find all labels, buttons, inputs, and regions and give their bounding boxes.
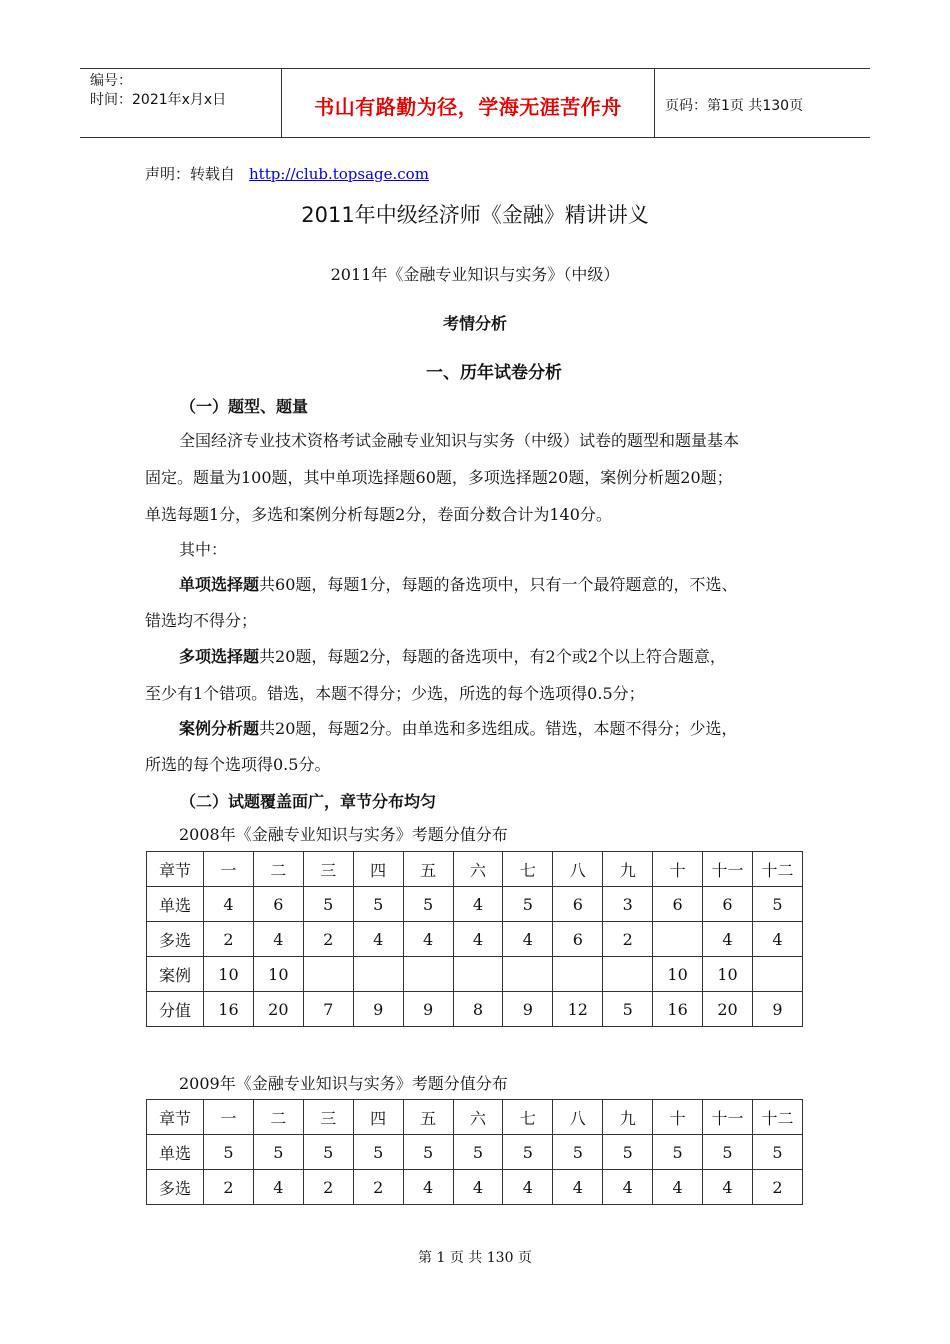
table-cell: 5 bbox=[453, 1135, 503, 1170]
table-cell: 五 bbox=[403, 1100, 453, 1135]
table-cell: 九 bbox=[603, 852, 653, 887]
table-cell: 5 bbox=[653, 1135, 703, 1170]
table-cell: 4 bbox=[453, 922, 503, 957]
table-row bbox=[147, 1135, 803, 1170]
table-cell: 7 bbox=[303, 992, 353, 1027]
table-cell: 5 bbox=[353, 1135, 403, 1170]
table-cell: 4 bbox=[353, 922, 403, 957]
table-cell: 4 bbox=[752, 922, 802, 957]
table-cell: 十二 bbox=[752, 852, 802, 887]
table-cell: 5 bbox=[303, 1135, 353, 1170]
table-cell: 2 bbox=[353, 1170, 403, 1205]
analysis-heading: 考情分析 bbox=[442, 314, 507, 333]
paragraph-line: 错选均不得分； bbox=[145, 611, 258, 630]
term-bold: 案例分析题 bbox=[179, 719, 260, 738]
table-cell: 9 bbox=[403, 992, 453, 1027]
table-row bbox=[147, 852, 803, 887]
table-cell: 分值 bbox=[147, 992, 204, 1027]
page-header bbox=[80, 68, 870, 138]
table-cell: 章节 bbox=[147, 1100, 204, 1135]
table-row bbox=[147, 1170, 803, 1205]
table-cell: 9 bbox=[353, 992, 403, 1027]
paragraph-text: 共20题，每题2分，每题的备选项中，有2个或2个以上符合题意， bbox=[259, 647, 726, 666]
table-cell: 案例 bbox=[147, 957, 204, 992]
table-cell: 9 bbox=[503, 992, 553, 1027]
header-divider bbox=[654, 69, 655, 137]
table-cell: 三 bbox=[303, 852, 353, 887]
table-row bbox=[147, 1100, 803, 1135]
table-cell: 4 bbox=[703, 1170, 753, 1205]
table-cell bbox=[453, 957, 503, 992]
paragraph-line: 固定。题量为100题，其中单项选择题60题，多项选择题20题，案例分析题20题； bbox=[145, 468, 733, 487]
table-cell: 二 bbox=[253, 852, 303, 887]
table-cell: 5 bbox=[253, 1135, 303, 1170]
table-cell: 5 bbox=[752, 1135, 802, 1170]
table-cell: 2 bbox=[204, 922, 254, 957]
table-row bbox=[147, 992, 803, 1027]
table-cell: 5 bbox=[403, 887, 453, 922]
source-notice bbox=[145, 163, 429, 184]
table-cell: 5 bbox=[204, 1135, 254, 1170]
page-footer: 第 1 页 共 130 页 bbox=[418, 1250, 532, 1266]
paragraph-line: 全国经济专业技术资格考试金融专业知识与实务（中级）试卷的题型和题量基本 bbox=[179, 431, 740, 450]
document-title: 2011年中级经济师《金融》精讲讲义 bbox=[301, 203, 649, 227]
table-cell: 5 bbox=[603, 992, 653, 1027]
subsection-heading: （二）试题覆盖面广，章节分布均匀 bbox=[180, 792, 437, 811]
table-cell: 20 bbox=[703, 992, 753, 1027]
table-cell: 10 bbox=[204, 957, 254, 992]
section-heading: 一、历年试卷分析 bbox=[426, 363, 562, 383]
table-cell: 4 bbox=[403, 1170, 453, 1205]
score-table-2009 bbox=[146, 1099, 803, 1205]
table-cell: 4 bbox=[253, 922, 303, 957]
table-cell: 六 bbox=[453, 852, 503, 887]
table-cell: 一 bbox=[204, 852, 254, 887]
table-cell: 十 bbox=[653, 1100, 703, 1135]
table-row bbox=[147, 957, 803, 992]
table-cell: 2 bbox=[303, 1170, 353, 1205]
table-cell: 6 bbox=[653, 887, 703, 922]
table-cell: 多选 bbox=[147, 922, 204, 957]
table-row bbox=[147, 922, 803, 957]
table-cell: 八 bbox=[553, 1100, 603, 1135]
table-cell: 6 bbox=[703, 887, 753, 922]
table-cell: 一 bbox=[204, 1100, 254, 1135]
table-row bbox=[147, 887, 803, 922]
table-cell: 2 bbox=[303, 922, 353, 957]
table-cell bbox=[403, 957, 453, 992]
table-cell: 4 bbox=[703, 922, 753, 957]
table-cell: 5 bbox=[603, 1135, 653, 1170]
table-cell: 4 bbox=[204, 887, 254, 922]
table-cell: 6 bbox=[553, 887, 603, 922]
paragraph-text: 共20题，每题2分。由单选和多选组成。错选，本题不得分；少选， bbox=[259, 719, 738, 738]
table-cell: 七 bbox=[503, 852, 553, 887]
table-cell: 10 bbox=[703, 957, 753, 992]
header-meta bbox=[90, 72, 226, 110]
table-cell: 5 bbox=[353, 887, 403, 922]
table-cell: 章节 bbox=[147, 852, 204, 887]
table-cell: 2 bbox=[603, 922, 653, 957]
table-cell: 十二 bbox=[752, 1100, 802, 1135]
score-table-2008 bbox=[146, 851, 803, 1027]
table-cell: 5 bbox=[503, 1135, 553, 1170]
table-cell: 5 bbox=[752, 887, 802, 922]
subsection-heading: （一）题型、题量 bbox=[180, 397, 309, 416]
paragraph-line: 其中： bbox=[179, 540, 228, 559]
paragraph-text: 共60题，每题1分，每题的备选项中，只有一个最符题意的，不选、 bbox=[259, 575, 738, 594]
table-cell: 十一 bbox=[703, 852, 753, 887]
table-cell: 10 bbox=[653, 957, 703, 992]
table-cell: 4 bbox=[503, 922, 553, 957]
header-motto: 书山有路勤为径，学海无涯苦作舟 bbox=[314, 95, 622, 119]
table-cell bbox=[553, 957, 603, 992]
table-cell: 六 bbox=[453, 1100, 503, 1135]
table-cell: 二 bbox=[253, 1100, 303, 1135]
source-link[interactable]: http://club.topsage.com bbox=[249, 165, 429, 183]
paragraph-line bbox=[179, 716, 738, 739]
header-time-label: 时间：2021年x月x日 bbox=[90, 92, 227, 108]
paragraph-line: 所选的每个选项得0.5分。 bbox=[145, 755, 331, 774]
table-cell: 4 bbox=[453, 887, 503, 922]
table-cell bbox=[303, 957, 353, 992]
table-cell bbox=[752, 957, 802, 992]
notice-label: 声明：转载自 bbox=[145, 165, 236, 183]
table-cell: 4 bbox=[253, 1170, 303, 1205]
paragraph-line bbox=[179, 572, 738, 595]
header-number-label: 编号： bbox=[90, 73, 132, 89]
document-subtitle: 2011年《金融专业知识与实务》（中级） bbox=[330, 265, 620, 284]
table-cell bbox=[353, 957, 403, 992]
table-cell: 20 bbox=[253, 992, 303, 1027]
table-cell: 七 bbox=[503, 1100, 553, 1135]
table-cell: 6 bbox=[253, 887, 303, 922]
table-cell: 三 bbox=[303, 1100, 353, 1135]
table-cell: 十一 bbox=[703, 1100, 753, 1135]
table-cell: 16 bbox=[653, 992, 703, 1027]
table-cell: 8 bbox=[453, 992, 503, 1027]
table-cell: 4 bbox=[453, 1170, 503, 1205]
table-cell: 多选 bbox=[147, 1170, 204, 1205]
paragraph-line: 单选每题1分，多选和案例分析每题2分，卷面分数合计为140分。 bbox=[145, 505, 612, 524]
table-cell: 2 bbox=[752, 1170, 802, 1205]
table-cell: 16 bbox=[204, 992, 254, 1027]
table-cell: 5 bbox=[303, 887, 353, 922]
header-page-info: 页码：第1页 共130页 bbox=[665, 98, 804, 114]
table-cell: 单选 bbox=[147, 887, 204, 922]
table-caption: 2009年《金融专业知识与实务》考题分值分布 bbox=[179, 1074, 508, 1093]
table-cell: 八 bbox=[553, 852, 603, 887]
table-cell: 4 bbox=[553, 1170, 603, 1205]
table-cell: 单选 bbox=[147, 1135, 204, 1170]
table-cell: 十 bbox=[653, 852, 703, 887]
term-bold: 多项选择题 bbox=[179, 647, 260, 666]
table-cell: 2 bbox=[204, 1170, 254, 1205]
table-cell: 4 bbox=[403, 922, 453, 957]
table-caption: 2008年《金融专业知识与实务》考题分值分布 bbox=[179, 825, 508, 844]
table-cell: 5 bbox=[703, 1135, 753, 1170]
table-cell: 九 bbox=[603, 1100, 653, 1135]
table-cell: 4 bbox=[653, 1170, 703, 1205]
table-cell: 五 bbox=[403, 852, 453, 887]
table-cell: 4 bbox=[503, 1170, 553, 1205]
table-cell: 4 bbox=[603, 1170, 653, 1205]
table-cell: 5 bbox=[503, 887, 553, 922]
table-cell: 四 bbox=[353, 1100, 403, 1135]
paragraph-line: 至少有1个错项。错选，本题不得分；少选，所选的每个选项得0.5分； bbox=[145, 684, 645, 703]
table-cell: 5 bbox=[553, 1135, 603, 1170]
table-cell bbox=[603, 957, 653, 992]
table-cell: 6 bbox=[553, 922, 603, 957]
table-cell: 10 bbox=[253, 957, 303, 992]
table-cell bbox=[653, 922, 703, 957]
table-cell: 四 bbox=[353, 852, 403, 887]
table-cell bbox=[503, 957, 553, 992]
table-cell: 9 bbox=[752, 992, 802, 1027]
table-cell: 5 bbox=[403, 1135, 453, 1170]
table-cell: 12 bbox=[553, 992, 603, 1027]
table-cell: 3 bbox=[603, 887, 653, 922]
paragraph-line bbox=[179, 644, 726, 667]
term-bold: 单项选择题 bbox=[179, 575, 260, 594]
